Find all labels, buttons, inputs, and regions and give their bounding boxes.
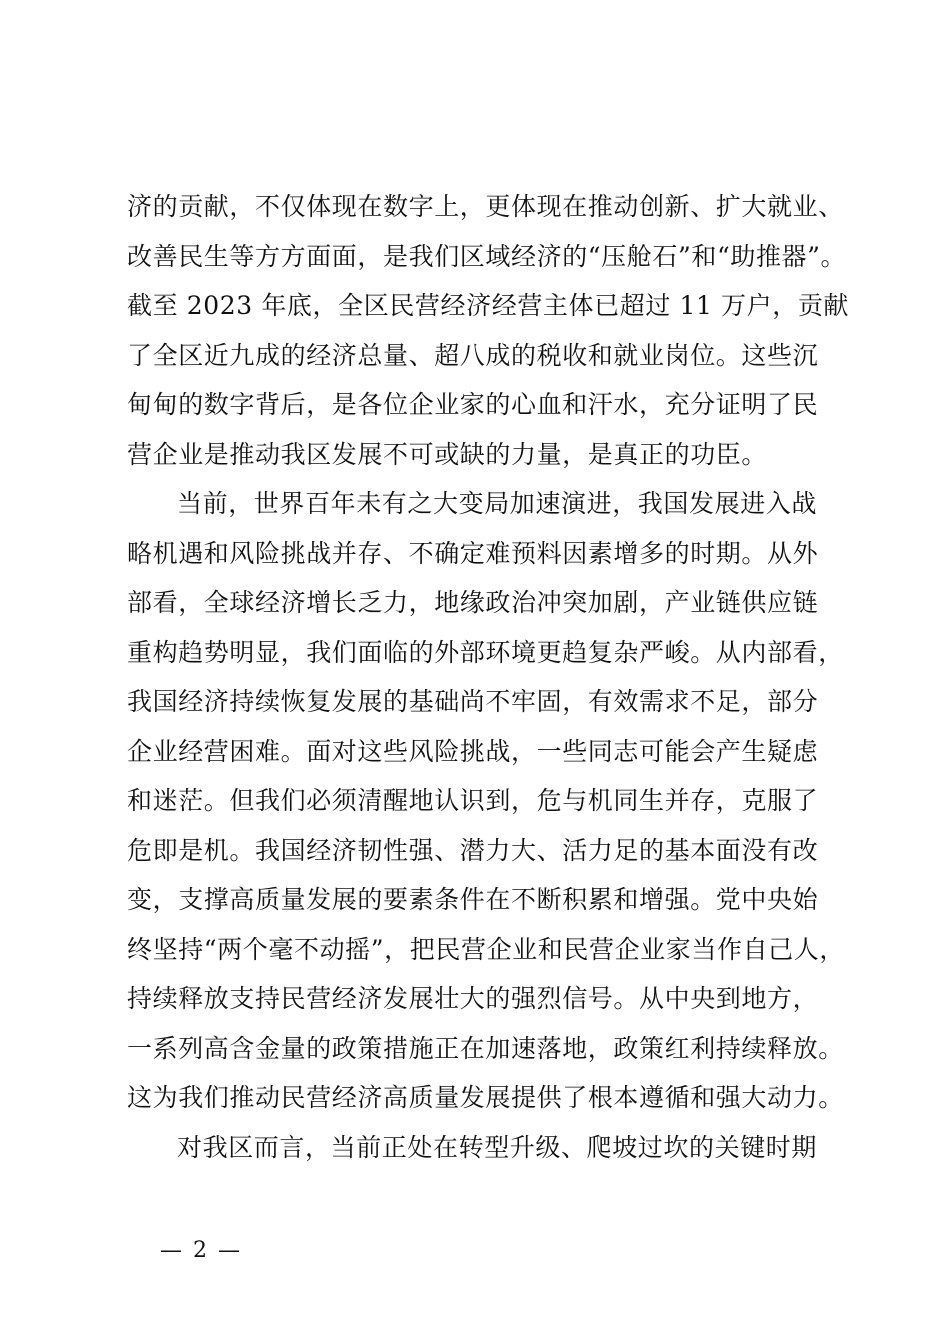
text-line: 变，支撑高质量发展的要素条件在不断积累和增强。党中央始 [127, 885, 819, 914]
text-line: 了全区近九成的经济总量、超八成的税收和就业岗位。这些沉 [127, 340, 819, 370]
text-line: 略机遇和风险挑战并存、不确定难预料因素增多的时期。从外 [127, 538, 819, 568]
text-line: 这为我们推动民营经济高质量发展提供了根本遵循和强大动力。 [127, 1083, 844, 1112]
text-line: 截至 2023 年底，全区民营经济经营主体已超过 11 万户，贡献 [127, 291, 850, 320]
text-line: 甸甸的数字背后，是各位企业家的心血和汗水，充分证明了民 [127, 390, 819, 419]
text-line: 改善民生等方方面面，是我们区域经济的“压舱石”和“助推器”。 [127, 241, 847, 271]
text-line: 危即是机。我国经济韧性强、潜力大、活力足的基本面没有改 [127, 835, 819, 865]
text-line: 我国经济持续恢复发展的基础尚不牢固，有效需求不足，部分 [127, 687, 819, 716]
text-line: 部看，全球经济增长乏力，地缘政治冲突加剧，产业链供应链 [127, 588, 819, 617]
text-line: 济的贡献，不仅体现在数字上，更体现在推动创新、扩大就业、 [127, 192, 844, 221]
text-line: 一系列高含金量的政策措施正在加速落地，政策红利持续释放。 [127, 1033, 844, 1063]
text-line: 持续释放支持民营经济发展壮大的强烈信号。从中央到地方， [127, 984, 819, 1013]
paragraph-first-line: 对我区而言，当前正处在转型升级、爬坡过坎的关键时期 [177, 1132, 818, 1162]
body-text [127, 182, 850, 1172]
text-line: 企业经营困难。面对这些风险挑战，一些同志可能会产生疑虑 [127, 736, 819, 766]
paragraph-first-line: 当前，世界百年未有之大变局加速演进，我国发展进入战 [177, 489, 818, 518]
text-line: 重构趋势明显，我们面临的外部环境更趋复杂严峻。从内部看， [127, 637, 844, 667]
text-line: 营企业是推动我区发展不可或缺的力量，是真正的功臣。 [127, 439, 768, 469]
text-line: 终坚持“两个毫不动摇”，把民营企业和民营企业家当作自己人， [127, 934, 845, 964]
page-number: — 2 — [160, 1238, 242, 1263]
text-line: 和迷茫。但我们必须清醒地认识到，危与机同生并存，克服了 [127, 786, 819, 815]
